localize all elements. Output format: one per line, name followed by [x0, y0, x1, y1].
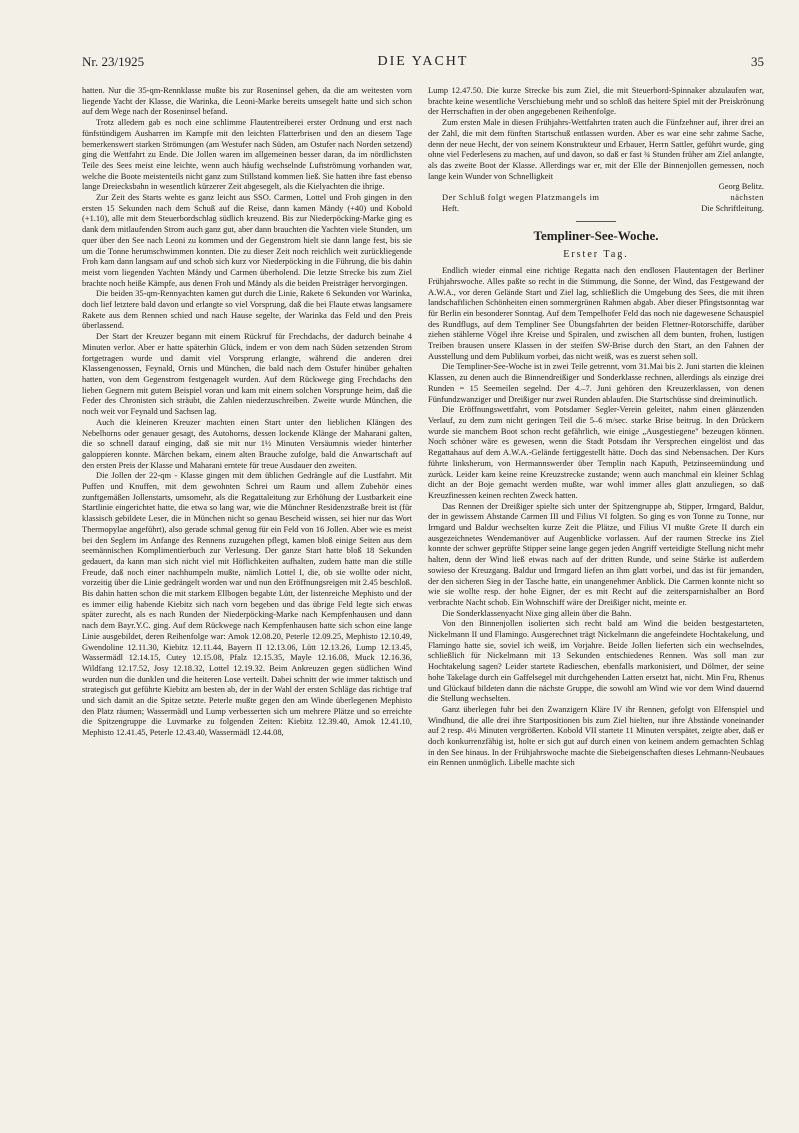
page-number: 35 [751, 54, 764, 69]
paragraph: hatten. Nur die 35-qm-Rennklasse mußte bis zur Roseninsel gehen, da die am weitesten vorn liegende Yacht der Klasse, die Warinka, die Leoni-Marke bereits umsegelt hatte und sich schon auf dem Wege nach der Roseninsel befand. [82, 85, 412, 117]
right-column [428, 85, 764, 1105]
paragraph: Endlich wieder einmal eine richtige Regatta nach den endlosen Flautentagen der Berliner Frühjahrswoche. Alles paßte so recht in die Stimmung, die Sonne, der Wind, das Festgewand der A.W.A., vor deren Gelände Start und Ziel lag, schließlich die Umgebung des Sees, die mit ihren landschaftlichen Schönheiten einen sommergrünen Rahmen abgab. Aber dieser Pfingstsonntag war für Berlin ein besonderer Sonntag. Auf dem Tempelhofer Feld das noch nie dagewesene Schauspiel des Rundflugs, auf dem Templiner See Übungsfahrten der beiden Flettner-Rotorschiffe, darüber ziehen stählerne Vögel ihre Kreise und Spiralen, und zwischen all dem bunten, frohen, lustigen Treiben brausen unsere Klassen in der steifen SW-Brise durch den Start, an den Fahnen der Ausstellung und dem Publikum vorbei, das nicht weiß, was es zuerst sehen soll. [428, 265, 764, 361]
paragraph: Trotz alledem gab es noch eine schlimme Flautentreiberei erster Ordnung und erst nach fünfstündigem Ausharren im Kampfe mit den leichten Flatterbrisen und den an diesem Tage bemerkenswert starken Strömungen (am Westufer nach Süden, am Ostufer nach Norden setzend) ging die Wettfahrt zu Ende. Die Jollen waren im allgemeinen besser daran, da im nördlichsten Teile des Sees meist eine leichte, wenn auch häufig wechselnde Luftströmung vorhanden war, welche die Boote meistenteils nicht ganz zum Stillstand kommen ließ. Sie hatten ihre fast ebenso lange Dreiecksbahn in wesentlich kürzerer Zeit abgesegelt, als die Kielyachten die ihrige. [82, 117, 412, 192]
paragraph: Die beiden 35-qm-Rennyachten kamen gut durch die Linie, Rakete 6 Sekunden vor Warinka, doch lief letztere bald davon und erlangte so viel Vorsprung, daß die bei Flaute etwas langsamere Rakete aus dem Rennen schied und nach Hause segelte, der Warinka das Feld und den Preis überlassend. [82, 288, 412, 331]
page-header [82, 54, 764, 76]
paragraph: Die Sonderklassenyacht Nixe ging allein über die Bahn. [442, 607, 632, 618]
paragraph: Zum ersten Male in diesen Frühjahrs-Wettfahrten traten auch die Fünfzehner auf, ihrer drei an der Zahl, die mit dem fünften Startschuß entlassen wurden. Aber es war eine sehr zahme Sache, denn der neue Hecht, der von seinem Konstrukteur und Erbauer, Herrn Sattler, geführt wurde, ging ohne viel Federlesens zu machen, auf und davon, so daß er fast ¾ Stunden früher am Ziel anlangte, als das zweite Boot der Klasse. Allerdings war er, mit der Elle der Binnenjollen gemessen, noch lange kein Wunder von Schnelligkeit [428, 117, 764, 181]
paragraph: Lump 12.47.50. Die kurze Strecke bis zum Ziel, die mit Steuerbord-Spinnaker abzulaufen war, brachte keine wesentliche Verschiebung mehr und so schloß das heitere Spiel mit der Preiskrönung der Herrschaften in der oben angegebenen Reihenfolge. [428, 85, 764, 117]
editor-note [428, 192, 764, 203]
paragraph: Die Jollen der 22-qm - Klasse gingen mit dem üblichen Gedrängle auf die Lustfahrt. Mit Puffen und Knuffen, mit dem gewohnten Schrei um Raum und allem Zubehör eines zunftgemäßen Jollenstarts, umsomehr, als die Regattaleitung zur Erhöhung der Lustbarkeit eine Startlinie eingerichtet hatte, die etwa so lang war, wie die Münchner Residenzstraße breit ist (für klassisch gebildete Leser, die in München nicht so genau Bescheid wissen, sei hier nur das Wort Thermopylae angeführt), also gerade schmal genug für ein Feld von 16 Jollen. Aber wie es meist bei den Seglern im Anfange des Rennens zuzugehen pflegt, kamen bloß einige Seiten aus dem seemännischen Komplimentierbuch zur Verlesung. Der ganze Start hatte bloß 18 Sekunden gedauert, da kann man sich nicht viel mit Höflichkeiten aufhalten, zudem hatte man die stille Freude, daß noch einer nachhumpeln mußte, nämlich Lottel I, die, ob sie wollte oder nicht, vorzeitig über die Linie gedrängelt worden war und nun den Eröffnungsreigen mit 2.45 beschloß. Bis dahin hatten schon die mit starkem Ellbogen begabte Lütt, der listenreiche Mephisto und der es immer eilig habende Kiebitz sich nach vorn begeben und das übrige Feld legte sich etwas später zurecht, als es nach Runden der Niederpöcking-Marke nach Kempfenhausen und dann nach dem Bayr.Y.C. ging. Auf dem Rückwege nach Kempfenhausen hatte sich schon eine lange Linie ausgebildet, deren Reihenfolge war: Amok 12.08.20, Peterle 12.09.25, Mephisto 12.10.49, Gwendoline 12.11.30, Kiebitz 12.11.44, Bayern II 12.13.06, Lütt 12.13.26, Lump 12.13.45, Wassermädl 12.14.15, Cutey 12.15.08, Pfalz 12.15.35, Mayle 12.16.08, Muck 12.16.36, Wildfang 12.17.52, Josy 12.18.32, Lottel 12.19.32. Beim Ankreuzen gegen südlichen Wind wurden nun die dunklen und die heiteren Lose verteilt. Dabei schnitt der wie immer taktisch und strategisch gut geführte Kiebitz am besten ab, der in der Wahl der ersten Schläge das richtige traf und sich damit an die Spitze setzte. Peterle mußte gegen den am Winde überlegenen Mephisto den Platz räumen; Wassermädl und Lump verbesserten sich um mehrere Plätze und so erreichte die Spitzengruppe die Luvmarke zu folgenden Zeiten: Kiebitz 12.39.40, Amok 12.41.10, Mephisto 12.41.45, Peterle 12.43.40, Wassermädl 12.44.08, [82, 470, 412, 738]
editor-note-line2 [428, 203, 764, 214]
magazine-title: DIE YACHT [377, 54, 469, 69]
paragraph: Ganz überlegen fuhr bei den Zwanzigern Kläre IV ihr Rennen, gefolgt von Elfenspiel und Windhund, die alle drei ihre Startpositionen bis zum Ziel hielten, nur ihre Abstände voneinander auf 2 resp. 4½ Minuten vergrößerten. Kobold VII startete 11 Minuten verspätet, zeigte aber, daß er doch konkurrenzfähig ist, holte er sich gut auf durch einen von keinem andern gemachten Schlag in den See hinaus. In der Frühjahrswoche machte die Siebeigenschaften dieses Lehmann-Neubaues ein Rennen unmöglich. Libelle machte sich [428, 703, 764, 768]
issue-number: Nr. 23/1925 [82, 54, 145, 69]
editor-note-signature: Die Schriftleitung. [701, 202, 764, 213]
paragraph: Auch die kleineren Kreuzer machten einen Start unter den lieblichen Klängen des Nebelhorns oder genauer gesagt, des Autohorns, dessen lockende Klänge der Maharani galten, die so schnell darauf einging, daß sie mit nur 1½ Minuten Versäumnis wieder hinterher galoppieren konnte. Märchen bekam, einem alten Brauche zufolge, bald die Anwartschaft auf den ersten Preis der Klasse und Maharani erntete für treue Ausdauer den zweiten. [82, 416, 412, 470]
editor-note-text: Der Schluß folgt wegen Platzmangels im [442, 192, 600, 203]
author-signature: Georg Belitz. [718, 181, 764, 192]
section-subtitle: Erster Tag. [563, 249, 629, 261]
divider [576, 221, 616, 222]
paragraph: Die Templiner-See-Woche ist in zwei Teile getrennt, vom 31.Mai bis 2. Juni starten die kleinen Klassen, zu denen auch die Binnendreißiger und Sonderklasse rechnen, allerdings als einzige drei Runden = 15 Seemeilen segelnd. Der 4.–7. Juni gehören den Kreuzerklassen, von denen Fünfundzwanziger und Dreißiger nur zwei Runden ablaufen. Die Startschüsse sind dreiminutlich. [428, 361, 764, 404]
paragraph: Von den Binnenjollen isolierten sich recht bald am Wind die beiden bestgestarteten, Nickelmann II und Flamingo. Ausgerechnet trägt Nickelmann die angefeindete Hochtakelung, und Flamingo hatte sie, soviel ich weiß, im Vorjahre. Beide Jollen lieferten sich ein wechselndes, schließlich für Nickelmann mit 13 Sekunden entschiedenes Rennen. Was soll man zur Hochtakelung sagen? Leider startete Radieschen, ebenfalls markonisiert, und Dölmer, der seine hohe Takelage durch ein Gaffelsegel mit durchgehenden Latten ersetzt hat, nicht. Min Fru, Rhenus und Glückauf bildeten dann die nächste Gruppe, die sowohl am Wind wie vor dem Wind dauernd die Stellung wechselten. [428, 618, 764, 704]
paragraph: Der Start der Kreuzer begann mit einem Rückruf für Frechdachs, der dadurch beinahe 4 Minuten verlor. Aber er hatte späterhin Glück, indem er von dem nach Süden setzenden Strom fortgetragen wurde und damit viel Vorsprung erlangte, während die anderen drei Klassengenossen, Feynald, Ornis und München, die bald nach dem Ostufer hinüber gehalten hatten, von dem Gegenstrom festgenagelt wurden. Auf dem Rückwege ging Frechdachs den lieben Gegnern mit gutem Beispiel voran und kam mit einem solchen Vorsprunge heim, daß die Feder des Chronisten sich sträubt, die Zahlen niederzuschreiben. Zweite wurde München, die noch weit vor Feynald und Sachsen lag. [82, 331, 412, 417]
left-column [82, 85, 412, 1105]
paragraph: Zur Zeit des Starts wehte es ganz leicht aus SSO. Carmen, Lottel und Froh gingen in den ersten 15 Sekunden nach dem Schuß auf die Reise, dann kamen Mändy (+40) und Kobold (+1.10), alle mit dem Steuerbordschlag südlich kreuzend. Bis zur Niederpöcking-Marke ging es dank dem mitlaufenden Strom auch ganz gut, aber dann brauchten die Yachten viele Stunden, um quer über den See nach Leoni zu kommen und der Gegenstrom hielt sie dann lange fest, bis sie um die Tonne herumschwimmen konnten. Die zu dieser Zeit noch reichlich weit zurückliegende Froh kam dann langsam auf und schob sich kurz vor Niederpöcking in die Führung, die bis dahin meist vorn liegenden Yachten Mändy und Carmen überholend. Die letzte Strecke bis zum Ziel brachte noch heiße Kämpfe, aus denen Froh und Mändy als die beiden Preisträger hervorgingen. [82, 192, 412, 288]
section-title: Templiner-See-Woche. [533, 228, 659, 244]
editor-note-issue: Heft. [442, 202, 460, 213]
editor-note-next: nächsten [730, 192, 764, 203]
paragraph: Das Rennen der Dreißiger spielte sich unter der Spitzengruppe ab, Stipper, Irmgard, Baldur, der in gewissem Abstande Carmen III und Filius VI folgten. So ging es von Tonne zu Tonne, nur Irmgard und Baldur wechselten kurze Zeit die Plätze, und Filius VI mußte Grete II durch ein ausgezeichnetes Wendemanöver auf Augenblicke vorlassen. Auf der raumen Strecke ins Ziel konnte der schwer geprüfte Stipper seine lange gegen jeden Angriff verteidigte Stellung nicht mehr halten, denn der Wind ließ etwas nach auf der dritten Runde, und seine Stärke ist außerdem sowieso der Kreuzgang. Baldur und Irmgard liefen an ihm glatt vorbei, und das ist für jemanden, der den sicheren Sieg in der Tasche hatte, ein unangenehmer Anblick. Die Carmen konnte nicht so wie sie wollte resp. der hohe Eigner, der es mit Recht auf die zeitersparnishalber an Bord verbrachte Nacht schob. Ein Wohnschiff wäre der Dreißiger nicht, meinte er. [428, 500, 764, 607]
paragraph: Die Eröffnungswettfahrt, vom Potsdamer Segler-Verein geleitet, nahm einen glänzenden Verlauf, zu dem zum nicht geringen Teil die 5–6 m/sec. starke Brise beitrug. In den Drückern wurde sie manchem Boot schon recht gefährlich, wie einige „Ausgestiegene" bezeugen können. Noch schöner wäre es gewesen, wenn die Stadt Potsdam ihr Versprechen eingelöst und das Regattahaus auf dem A.W.A.-Gelände fertiggestellt hätte. Doch das sind Nebensachen. Der Kurs führte linksherum, von Hermannswerder über Templin nach Kaputh, Petzinseemündung und zurück. Leider kam keine reine Kreuzstrecke zustande; wenn auch manchmal ein kleiner Schlag dicht an der Boje gemacht werden mußte, war wohl immer alles glatt anzuliegen, so daß Kreuzfinessen keinen rechten Zweck hatten. [428, 404, 764, 500]
